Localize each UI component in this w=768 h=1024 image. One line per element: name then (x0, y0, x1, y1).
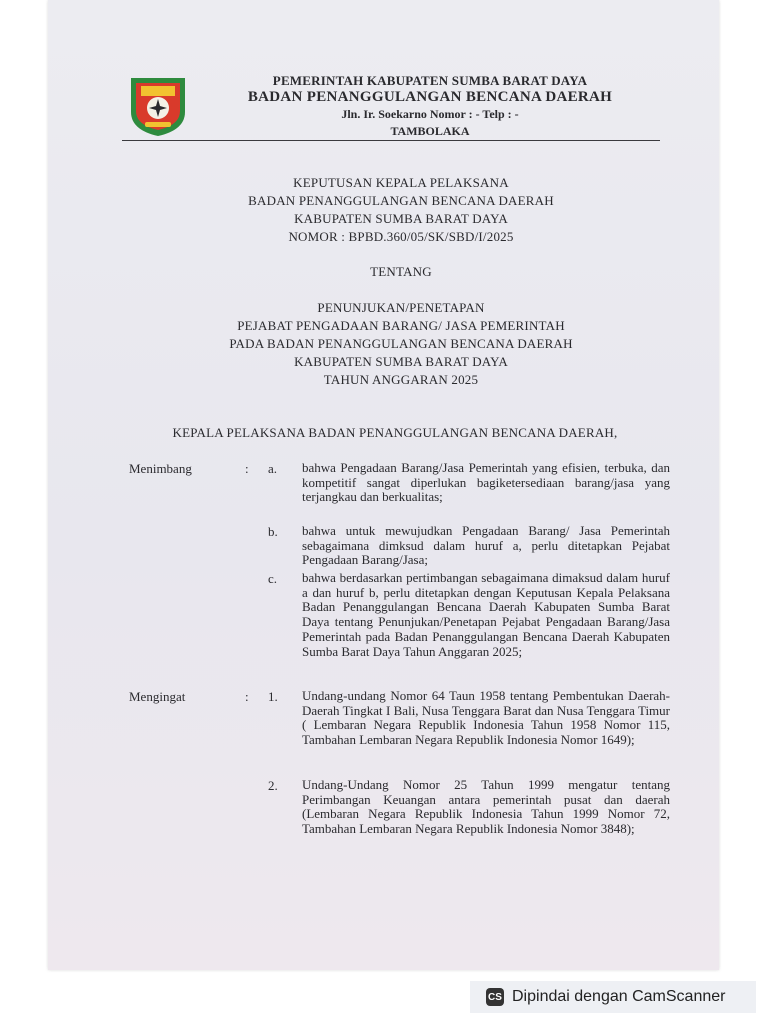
letterhead-city: TAMBOLAKA (390, 124, 470, 138)
decree-title (120, 174, 682, 246)
subject-line: PADA BADAN PENANGGULANGAN BENCANA DAERAH (229, 336, 573, 351)
letterhead (200, 72, 660, 140)
regency-emblem-icon (127, 74, 189, 138)
mengingat-label: Mengingat (129, 689, 186, 704)
menimbang-item-c: bahwa berdasarkan pertimbangan sebagaimana dimaksud dalam huruf a dan huruf b, perlu ditetapkan dengan Keputusan Kepala Pelaksana Badan Penanggulangan Bencana Daerah Kabupaten Sumba Barat Daya tentang Penunjukan/Penetapan Pejabat Pengadaan Barang/Jasa Pemerintah pada Badan Penanggulangan Bencana Daerah Kabupaten Sumba Barat Daya Tahun Anggaran 2025; (302, 570, 670, 659)
authority-text: KEPALA PELAKSANA BADAN PENANGGULANGAN BENCANA DAERAH, (172, 425, 618, 440)
menimbang-label: Menimbang (129, 461, 192, 476)
camscanner-watermark (470, 981, 756, 1013)
item-marker: c. (268, 571, 278, 586)
letterhead-address: Jln. Ir. Soekarno Nomor : - Telp : - (341, 107, 519, 121)
letterhead-agency: BADAN PENANGGULANGAN BENCANA DAERAH (247, 89, 613, 105)
item-marker: 2. (268, 778, 278, 793)
menimbang-item-b: bahwa untuk mewujudkan Pengadaan Barang/ Jasa Pemerintah sebagaimana dimksud dalam huruf a, perlu ditetapkan Pejabat Pengadaan Barang/Jasa; (302, 523, 670, 568)
subject-line: TAHUN ANGGARAN 2025 (323, 372, 479, 387)
camscanner-logo-icon: CS (486, 988, 504, 1006)
decree-subject (120, 299, 682, 389)
subject-line: PEJABAT PENGADAAN BARANG/ JASA PEMERINTAH (237, 318, 565, 333)
tentang-text: TENTANG (370, 264, 432, 279)
tentang-heading (120, 263, 682, 281)
item-marker: b. (268, 524, 278, 539)
subject-line: KABUPATEN SUMBA BARAT DAYA (294, 354, 508, 369)
decree-number: NOMOR : BPBD.360/05/SK/SBD/I/2025 (288, 229, 514, 244)
menimbang-item-a: bahwa Pengadaan Barang/Jasa Pemerintah yang efisien, terbuka, dan kompetitif sangat diperlukan bagiketersediaan barang/jasa yang terjangkau dan berkualitas; (302, 460, 670, 505)
camscanner-text: Dipindai dengan CamScanner (512, 988, 726, 1005)
authority-heading (100, 424, 690, 442)
subject-line: PENUNJUKAN/PENETAPAN (317, 300, 485, 315)
mengingat-colon: : (245, 689, 249, 704)
menimbang-colon: : (245, 461, 249, 476)
mengingat-item-2: Undang-Undang Nomor 25 Tahun 1999 mengatur tentang Perimbangan Keuangan antara pemerintah pusat dan daerah (Lembaran Negara Republik Indonesia Tahun 1999 Nomor 72, Tambahan Lembaran Negara Republik Indonesia Nomor 3848); (302, 777, 670, 837)
item-marker: 1. (268, 689, 278, 704)
item-marker: a. (268, 461, 278, 476)
decree-title-line: KABUPATEN SUMBA BARAT DAYA (294, 211, 508, 226)
decree-title-line: KEPUTUSAN KEPALA PELAKSANA (293, 175, 509, 190)
letterhead-government: PEMERINTAH KABUPATEN SUMBA BARAT DAYA (272, 73, 588, 88)
letterhead-divider (122, 140, 660, 141)
mengingat-item-1: Undang-undang Nomor 64 Taun 1958 tentang Pembentukan Daerah-Daerah Tingkat I Bali, Nusa Tenggara Barat dan Nusa Tenggara Timur ( Lembaran Negara Republik Indonesia Tahun 1958 Nomor 115, Tambahan Lembaran Negara Republik Indonesia Nomor 1649); (302, 688, 670, 748)
decree-title-line: BADAN PENANGGULANGAN BENCANA DAERAH (248, 193, 554, 208)
